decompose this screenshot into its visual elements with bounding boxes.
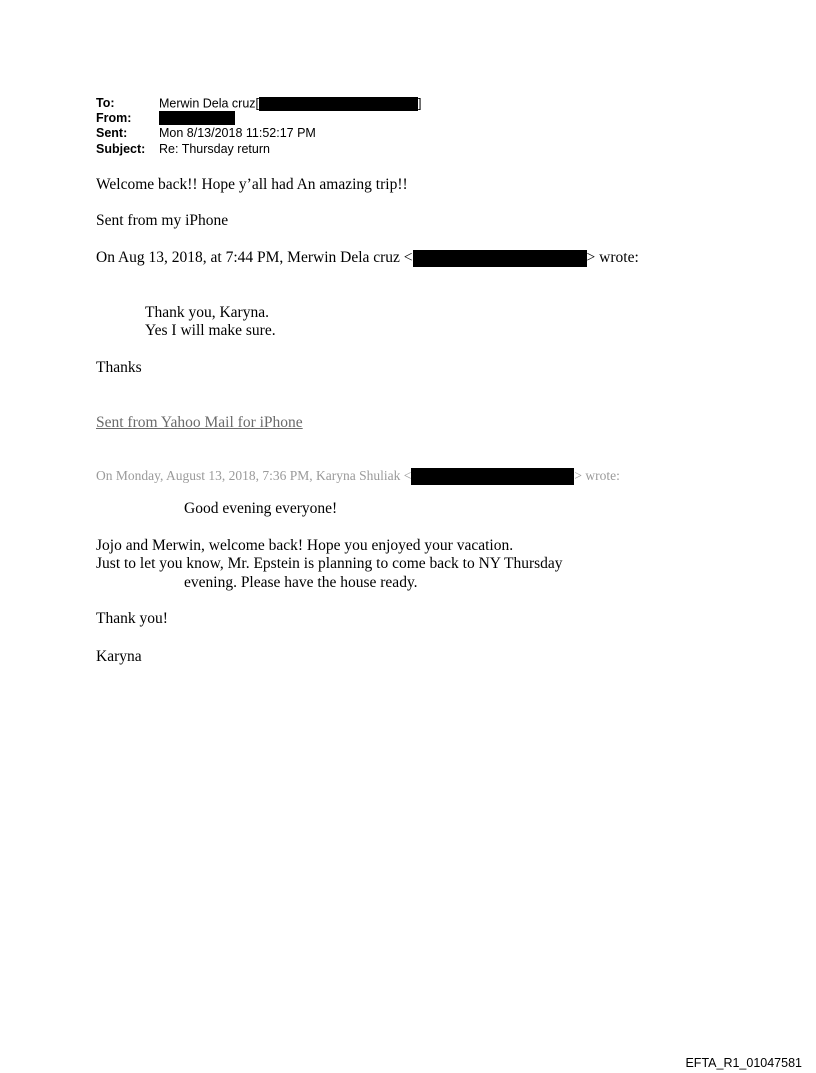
welcome-vacation-line: Jojo and Merwin, welcome back! Hope you enjoyed your vacation. [96,537,514,554]
good-evening-line: Good evening everyone! [184,500,338,517]
subject-value: Re: Thursday return [159,142,270,156]
to-name: Merwin Dela cruz[ [159,96,260,111]
redacted-from [159,111,235,125]
house-ready-line: evening. Please have the house ready. [184,574,418,591]
yahoo-mail-link[interactable]: Sent from Yahoo Mail for iPhone [96,414,303,431]
quote-header-karyna-suffix: > wrote: [574,468,620,483]
thanks-line: Thanks [96,359,142,376]
redacted-karyna-email [411,468,574,485]
from-label: From: [96,111,132,125]
subject-label: Subject: [96,142,146,156]
welcome-line: Welcome back!! Hope y’all had An amazing trip!! [96,176,408,193]
from-value [159,111,235,125]
quote-header-karyna-prefix: On Monday, August 13, 2018, 7:36 PM, Karyna Shuliak < [96,468,412,483]
redacted-to-address [259,97,418,111]
reply-thank-you: Thank you, Karyna. [145,304,269,321]
email-header [96,97,496,159]
signature: Karyna [96,648,142,665]
reply-make-sure: Yes I will make sure. [145,322,276,339]
to-value [159,97,422,111]
redacted-merwin-email [413,250,587,267]
thank-you-line: Thank you! [96,610,168,627]
document-id: EFTA_R1_01047581 [685,1056,802,1070]
quote-header-karyna [96,466,620,485]
sent-from-iphone: Sent from my iPhone [96,212,229,229]
quote-header-merwin-prefix: On Aug 13, 2018, at 7:44 PM, Merwin Dela cruz < [96,249,413,266]
sent-label: Sent: [96,126,128,140]
to-close-bracket: ] [418,96,422,111]
epstein-return-line: Just to let you know, Mr. Epstein is planning to come back to NY Thursday [96,555,563,572]
to-label: To: [96,96,115,110]
sent-value: Mon 8/13/2018 11:52:17 PM [159,126,316,140]
quote-header-merwin [96,248,639,267]
quote-header-merwin-suffix: > wrote: [586,249,639,266]
